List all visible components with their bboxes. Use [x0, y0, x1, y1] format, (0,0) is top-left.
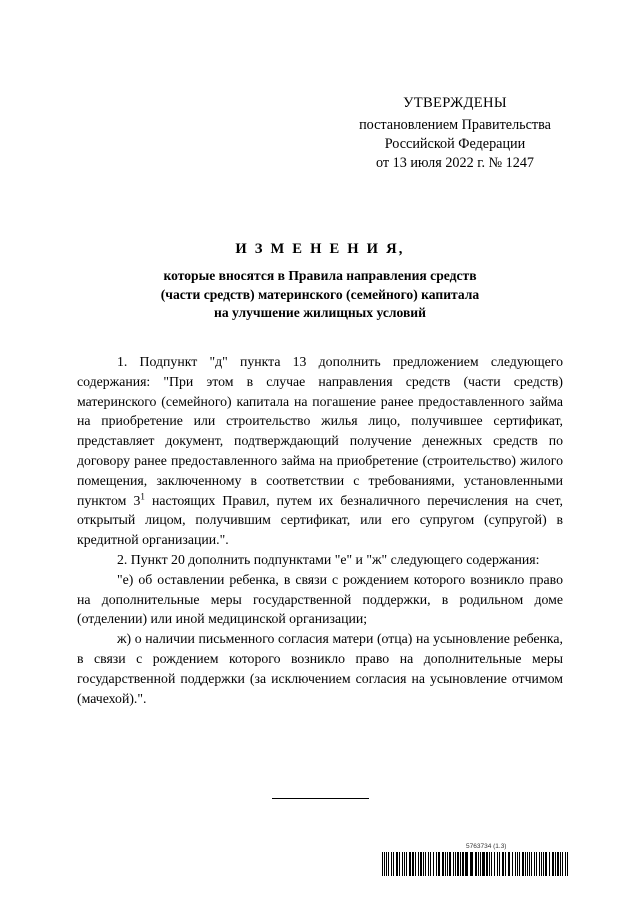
- paragraph-3: "е) об оставлении ребенка, в связи с рождением которого возникло право на дополнительные меры государственной поддержки, в родильном доме (отделении) или иной медицинской организации;: [77, 571, 563, 627]
- subtitle-line: (части средств) материнского (семейного) капитала: [160, 286, 480, 302]
- barcode-block: [382, 843, 568, 876]
- paragraph-2: 2. Пункт 20 дополнить подпунктами "е" и "ж" следующего содержания:: [117, 551, 540, 567]
- barcode-code: 5763734 (1.3): [466, 843, 507, 850]
- subtitle-line: которые вносятся в Правила направления средств: [163, 268, 477, 283]
- approval-line: Российской Федерации: [384, 136, 526, 152]
- approval-line: от 13 июля 2022 г. № 1247: [375, 155, 535, 171]
- paragraph-1-text: 1. Подпункт "д" пункта 13 дополнить предложением следующего содержания: "При этом в случае направления средств (части средств) материнского (семейного) капитала на погашение ранее предоставленного займа на приобретение или строительство жилья лицо, получившее сертификат, представляет документ, подтверждающий получение денежных средств по договору ранее предоставленного займа на приобретение (строительство) жилого помещения, заключенному в соответствии с требованиями, установленными пунктом 3: [77, 354, 563, 508]
- document-body: [77, 352, 563, 708]
- barcode-image: [382, 852, 568, 876]
- separator-line: [272, 798, 369, 799]
- approval-line: постановлением Правительства: [359, 117, 551, 133]
- document-subtitle: [80, 267, 560, 323]
- approval-block: [340, 94, 570, 173]
- superscript-1: 1: [140, 490, 145, 501]
- approval-heading: УТВЕРЖДЕНЫ: [403, 95, 507, 111]
- paragraph-4: ж) о наличии письменного согласия матери (отца) на усыновление ребенка, в связи с рождением которого возникло право на дополнительные меры государственной поддержки (за исключением согласия на усыновление отчимом (мачехой).".: [77, 631, 563, 706]
- document-title: И З М Е Н Е Н И Я,: [235, 241, 405, 257]
- paragraph-1: [77, 352, 563, 550]
- paragraph-1-text-cont: настоящих Правил, путем их безналичного перечисления на счет, открытый лицом, получившим сертификат, или его супругом (супругой) в кредитной организации.".: [77, 492, 563, 548]
- subtitle-line: на улучшение жилищных условий: [214, 305, 426, 320]
